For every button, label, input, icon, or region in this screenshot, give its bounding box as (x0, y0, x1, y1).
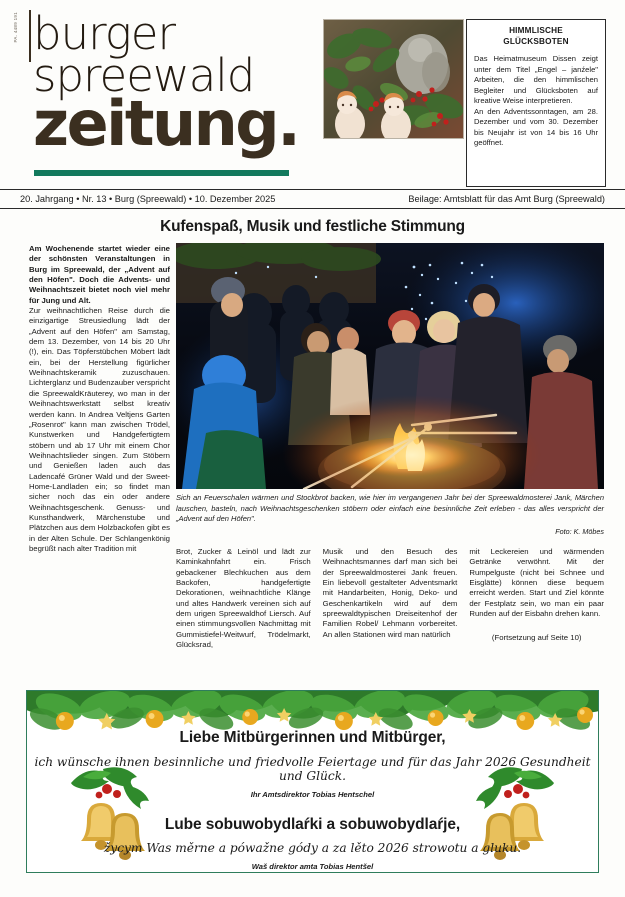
greeting-byline-sorbian: Waš direktor amta Tobias Hentšel (251, 862, 374, 871)
greeting-heading-sorbian: Lube sobuwobydlaŕki a sobuwobydlaŕje, (164, 816, 461, 833)
notice-body (474, 54, 598, 148)
issue-info-bar (0, 189, 625, 209)
angel-photo (323, 19, 464, 139)
article-column-2 (176, 547, 311, 650)
article-main-photo (176, 243, 604, 489)
notice-box-himmlische-gluecksboten (466, 19, 606, 187)
article-column-1 (29, 244, 170, 554)
article-body-4: mit Leckereien und wärmenden Getränke verwöhnt. Mit der Rumpelguste (nicht bei Schnee und Eisglätte) können diese bequem erreicht werden. Start und Ziel könnte der Festplatz sein, wo man ein paar Runden auf der Eisbahn drehen kann. (469, 547, 605, 619)
article-photo-caption: Sich an Feuerschalen wärmen und Stockbrot backen, wie hier im vergangenen Jahr bei der Spreewaldmosterei Jank, Märchen lauschen, basteln, nach Weihnachtsgeschenken stöbern oder einfach eine besinnliche Zeit erleben - das alles verspricht der „Advent auf den Höfen". (176, 493, 604, 524)
article-continuation-note: (Fortsetzung auf Seite 10) (491, 633, 582, 643)
notice-paragraph-1: Das Heimatmuseum Dissen zeigt unter dem Titel „Engel – janźele" Arbeiten, die den himmlischen Begleiter und Glücksboten auf kreative Weise interpretieren. (474, 54, 598, 106)
article-body-2: Brot, Zucker & Leinöl und lädt zur Kaminkahnfahrt ein. Frisch gebackener Blechkuchen aus dem Backofen, handgefertigte Dekorationen, weihnachtliche Klänge und altes Handwerk vereinen sich auf dem urigen Spreewaldhof Liersch. Auf einen stimmungsvollen Nachmittag mit Gummistiefel-Weitwurf, Trödelmarkt, Glücksrad, (176, 547, 311, 650)
newspaper-logo (33, 7, 323, 161)
notice-title-line2: GLÜCKSBOTEN (503, 36, 569, 46)
logo-line-zeitung (33, 87, 323, 161)
article-body-1: Zur weihnachtlichen Reise durch die einzigartige Streusiedlung lädt der „Advent auf den Höfen" am Samstag, dem 13. Dezember, von 14 bis 20 Uhr (!), ein. Das Töpferstübchen Möbert lädt ein, bei der Herstellung figürlicher Weihnachtskeramik zuzuschauen. Lichterglanz und Budenzauber verspricht die SpreewaldKräuterey, wo man in der Weihnachtswerkstatt selbst kreativ werden kann. In Andrea Veltjens Garten „Rosenrot" kann man zwischen Trödel, Kunstwerken und Handgefertigtem stöbern und ab 17 Uhr mit einem Chor Weihnachtslieder singen. Zum Stöbern und Genießen laden auch das Ladencafé Grüner Wald und der Sweet-Home-Landladen ein; so findet man sicher noch das ein oder andere Weihnachtsgeschenk. Genuss- und Kunsthandwerk, Märchenstube und Plätzchen aus dem Holzbackofen gibt es in der Alten Schule. Der Schlangenkönig begrüßt nach alter Tradition mit (29, 306, 170, 553)
masthead-rule (29, 10, 31, 62)
notice-title (474, 26, 598, 47)
masthead-accent-bar (34, 170, 289, 176)
greeting-text-sorbian: žycym Was měrne a pówažne gódy a za lěto 2026 strowotu a gluku. (103, 841, 522, 855)
article-body-3: Musik und den Besuch des Weihnachtsmannes darf man sich bei der Spreewaldmosterei Jank freuen. Ein liebevoll gestalteter Adventsmarkt mit Handarbeiten, Honig, Deko- und Geschenkartikeln wird auf dem spreewaldtypischen Dreiseitenhof der Familien Robel/ Lehmann vorbereitet. An allen Stationen wird man natürlich (322, 547, 458, 639)
greeting-byline-german: Ihr Amtsdirektor Tobias Hentschel (250, 790, 375, 799)
logo-period: . (277, 87, 299, 161)
article-lead-paragraph: Am Wochenende startet wieder eine der schönsten Veranstaltungen in Burg im Spreewald, der „Advent auf den Höfen". Doch die Advents- und Weihnachtszeit bietet noch viel mehr für Jung und Alt. (29, 244, 170, 305)
notice-title-line1: HIMMLISCHE (509, 26, 563, 35)
article-photo-credit: Foto: K. Möbes (555, 527, 604, 536)
issue-info-left: 20. Jahrgang • Nr. 13 • Burg (Spreewald) • 10. Dezember 2025 (20, 194, 276, 204)
article-column-4 (469, 547, 604, 650)
article-headline: Kufenspaß, Musik und festliche Stimmung (160, 218, 465, 235)
article-column-3 (323, 547, 458, 650)
greeting-heading-german: Liebe Mitbürgerinnen und Mitbürger, (179, 729, 446, 746)
masthead-print-code: PA. 4489 191 (13, 12, 18, 43)
logo-line-burger: burger (33, 7, 175, 60)
issue-info-right: Beilage: Amtsblatt für das Amt Burg (Spreewald) (408, 194, 605, 204)
angel-photo-image (324, 20, 463, 138)
greeting-text-block (27, 729, 598, 871)
logo-line-spreewald: spreewald (33, 48, 255, 102)
logo-zeitung-text: zeitung (33, 87, 278, 161)
greeting-text-german: ich wünsche ihnen besinnliche und friedvolle Feiertage und für das Jahr 2026 Gesundheit und Glück. (34, 755, 591, 783)
notice-paragraph-2: An den Adventssonntagen, am 28. Dezember und vom 30. Dezember bis Neujahr ist von 14 bis 16 Uhr geöffnet. (474, 106, 598, 148)
article-lower-columns (176, 547, 604, 650)
greeting-advertisement (26, 690, 599, 873)
masthead (0, 0, 625, 182)
article-main-photo-image (176, 243, 604, 489)
